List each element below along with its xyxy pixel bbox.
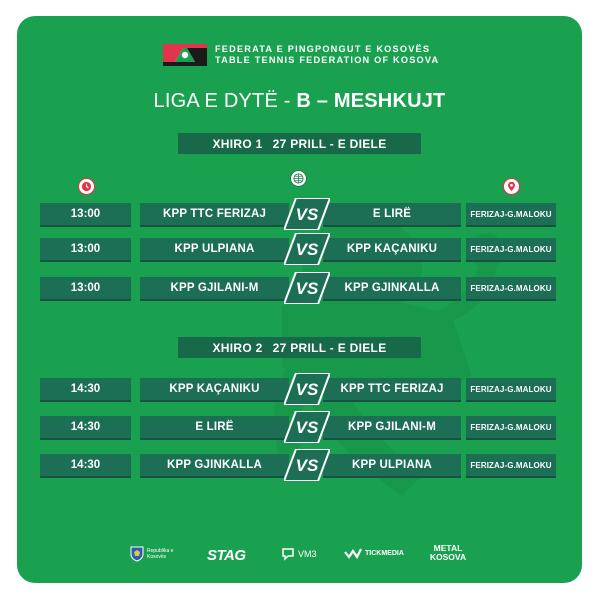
globe-icon — [290, 170, 307, 187]
vs-label: VS — [295, 418, 319, 437]
match-row — [17, 277, 582, 301]
away-team: KPP TTC FERIZAJ — [323, 378, 461, 402]
match-row — [17, 238, 582, 262]
federation-name-en: TABLE TENNIS FEDERATION OF KOSOVA — [215, 55, 440, 65]
match-time: 14:30 — [40, 454, 131, 478]
home-team: KPP ULPIANA — [140, 238, 289, 262]
away-team: KPP GJILANI-M — [323, 416, 461, 440]
match-venue: FERIZAJ-G.MALOKU — [466, 378, 556, 402]
home-team: E LIRË — [140, 416, 289, 440]
vs-badge — [284, 233, 330, 265]
chat-bubble-icon — [281, 547, 295, 561]
match-venue: FERIZAJ-G.MALOKU — [466, 454, 556, 478]
match-row — [17, 203, 582, 227]
round-1-header — [178, 133, 421, 154]
vs-label: VS — [295, 240, 319, 259]
tickmedia-logo-icon — [344, 547, 362, 559]
vs-label: VS — [295, 279, 319, 298]
poster-card — [17, 16, 582, 583]
home-team: KPP TTC FERIZAJ — [140, 203, 289, 227]
vs-label: VS — [295, 205, 319, 224]
match-row — [17, 378, 582, 402]
federation-header — [163, 42, 439, 68]
match-time: 14:30 — [40, 378, 131, 402]
home-team: KPP KAÇANIKU — [140, 378, 289, 402]
sponsor-vm3-label: VM3 — [298, 549, 317, 559]
match-venue: FERIZAJ-G.MALOKU — [466, 238, 556, 262]
title-division: B – MESHKUJT — [296, 90, 446, 112]
away-team: KPP GJINKALLA — [323, 277, 461, 301]
match-time: 13:00 — [40, 277, 131, 301]
away-team: KPP KAÇANIKU — [323, 238, 461, 262]
vs-badge — [284, 411, 330, 443]
sponsor-tickmedia-label: TICKMEDIA — [365, 549, 404, 557]
round-1-date: 27 PRILL - E DIELE — [272, 136, 387, 151]
match-time: 14:30 — [40, 416, 131, 440]
sponsor-metal-kosova — [425, 544, 471, 562]
federation-name-sq: FEDERATA E PINGPONGUT E KOSOVËS — [215, 44, 431, 54]
vs-badge — [284, 198, 330, 230]
round-2-header — [178, 337, 421, 358]
clock-icon — [78, 178, 95, 195]
sponsor-bar — [17, 544, 582, 574]
vs-badge — [284, 272, 330, 304]
sponsor-kosovo-label: Republika e Kosovës — [147, 548, 174, 560]
sponsor-vm3 — [281, 547, 317, 561]
match-row — [17, 454, 582, 478]
away-team: E LIRË — [323, 203, 461, 227]
vs-label: VS — [295, 456, 319, 475]
page-title — [17, 90, 582, 113]
federation-logo-icon — [163, 44, 207, 66]
vs-badge — [284, 449, 330, 481]
vs-badge — [284, 373, 330, 405]
sponsor-tickmedia — [344, 547, 404, 559]
title-league: LIGA E DYTË - — [153, 90, 297, 112]
round-1-label: XHIRO 1 — [212, 136, 263, 151]
coat-of-arms-icon — [130, 546, 144, 562]
location-pin-icon — [503, 178, 520, 195]
round-2-label: XHIRO 2 — [212, 340, 263, 355]
sponsor-metal-kosova-label: METAL KOSOVA — [429, 543, 467, 562]
match-row — [17, 416, 582, 440]
match-venue: FERIZAJ-G.MALOKU — [466, 277, 556, 301]
away-team: KPP ULPIANA — [323, 454, 461, 478]
match-venue: FERIZAJ-G.MALOKU — [466, 203, 556, 227]
match-venue: FERIZAJ-G.MALOKU — [466, 416, 556, 440]
match-time: 13:00 — [40, 203, 131, 227]
match-time: 13:00 — [40, 238, 131, 262]
round-2-date: 27 PRILL - E DIELE — [272, 340, 387, 355]
sponsor-stag: STAG — [207, 547, 246, 564]
home-team: KPP GJILANI-M — [140, 277, 289, 301]
vs-label: VS — [295, 380, 319, 399]
home-team: KPP GJINKALLA — [140, 454, 289, 478]
sponsor-kosovo — [130, 546, 189, 562]
